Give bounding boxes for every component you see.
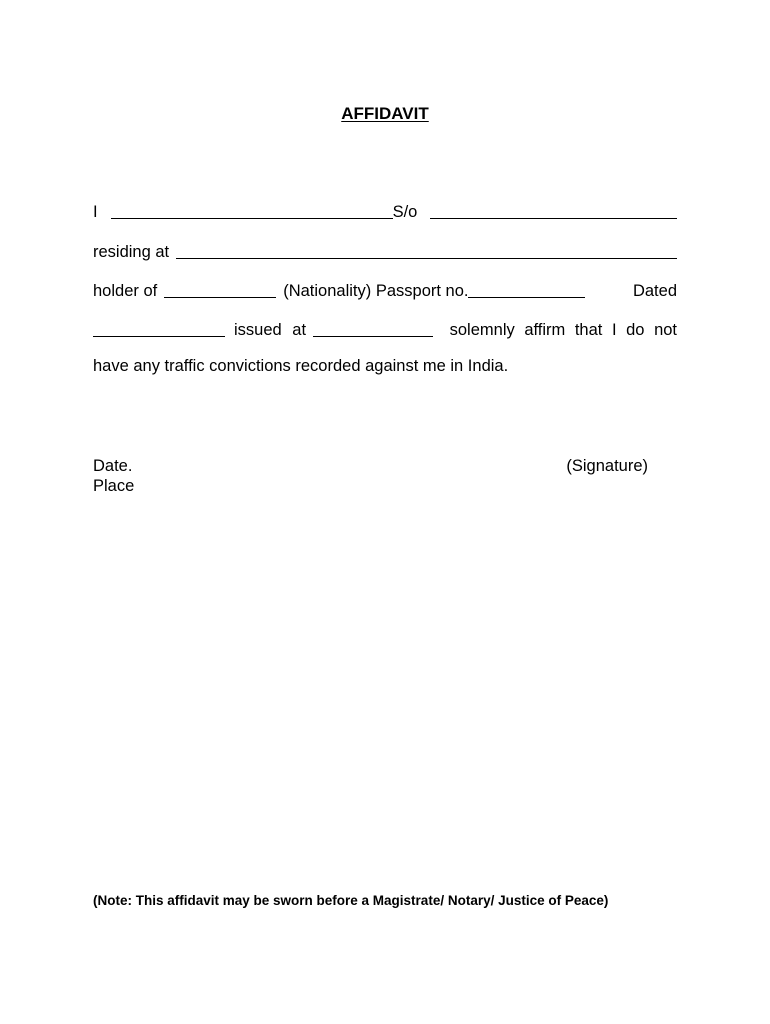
- father-name-blank-field[interactable]: [430, 202, 677, 219]
- line-residence: [93, 240, 677, 262]
- declaration-text: have any traffic convictions recorded against me in India.: [93, 357, 509, 375]
- label-nationality-passport: (Nationality) Passport no.: [283, 282, 469, 300]
- footnote: (Note: This affidavit may be sworn before a Magistrate/ Notary/ Justice of Peace): [93, 893, 609, 908]
- label-residing-at: residing at: [93, 243, 170, 261]
- label-son-of: S/o: [392, 203, 418, 221]
- label-holder-of: holder of: [93, 282, 158, 300]
- signature-block: [566, 456, 648, 476]
- label-i: I: [93, 203, 98, 221]
- line-issued: [93, 318, 677, 340]
- label-solemnly-affirm: solemnly affirm that I do not: [449, 321, 677, 339]
- document-title: AFFIDAVIT: [341, 104, 429, 123]
- date-label: Date.: [93, 457, 133, 475]
- date-place-block: [93, 456, 134, 496]
- line-declaration: [93, 357, 677, 379]
- nationality-blank-field[interactable]: [164, 281, 276, 298]
- line-name: [93, 200, 677, 222]
- label-dated: Dated: [632, 282, 677, 300]
- place-label: Place: [93, 477, 135, 495]
- passport-number-blank-field[interactable]: [468, 281, 585, 298]
- address-blank-field[interactable]: [176, 242, 677, 259]
- date-blank-field[interactable]: [93, 320, 225, 337]
- signature-label: (Signature): [566, 457, 648, 475]
- place-of-issue-blank-field[interactable]: [313, 320, 433, 337]
- label-issued-at: issued at: [234, 321, 307, 339]
- line-holder: [93, 279, 677, 301]
- name-blank-field[interactable]: [111, 202, 393, 219]
